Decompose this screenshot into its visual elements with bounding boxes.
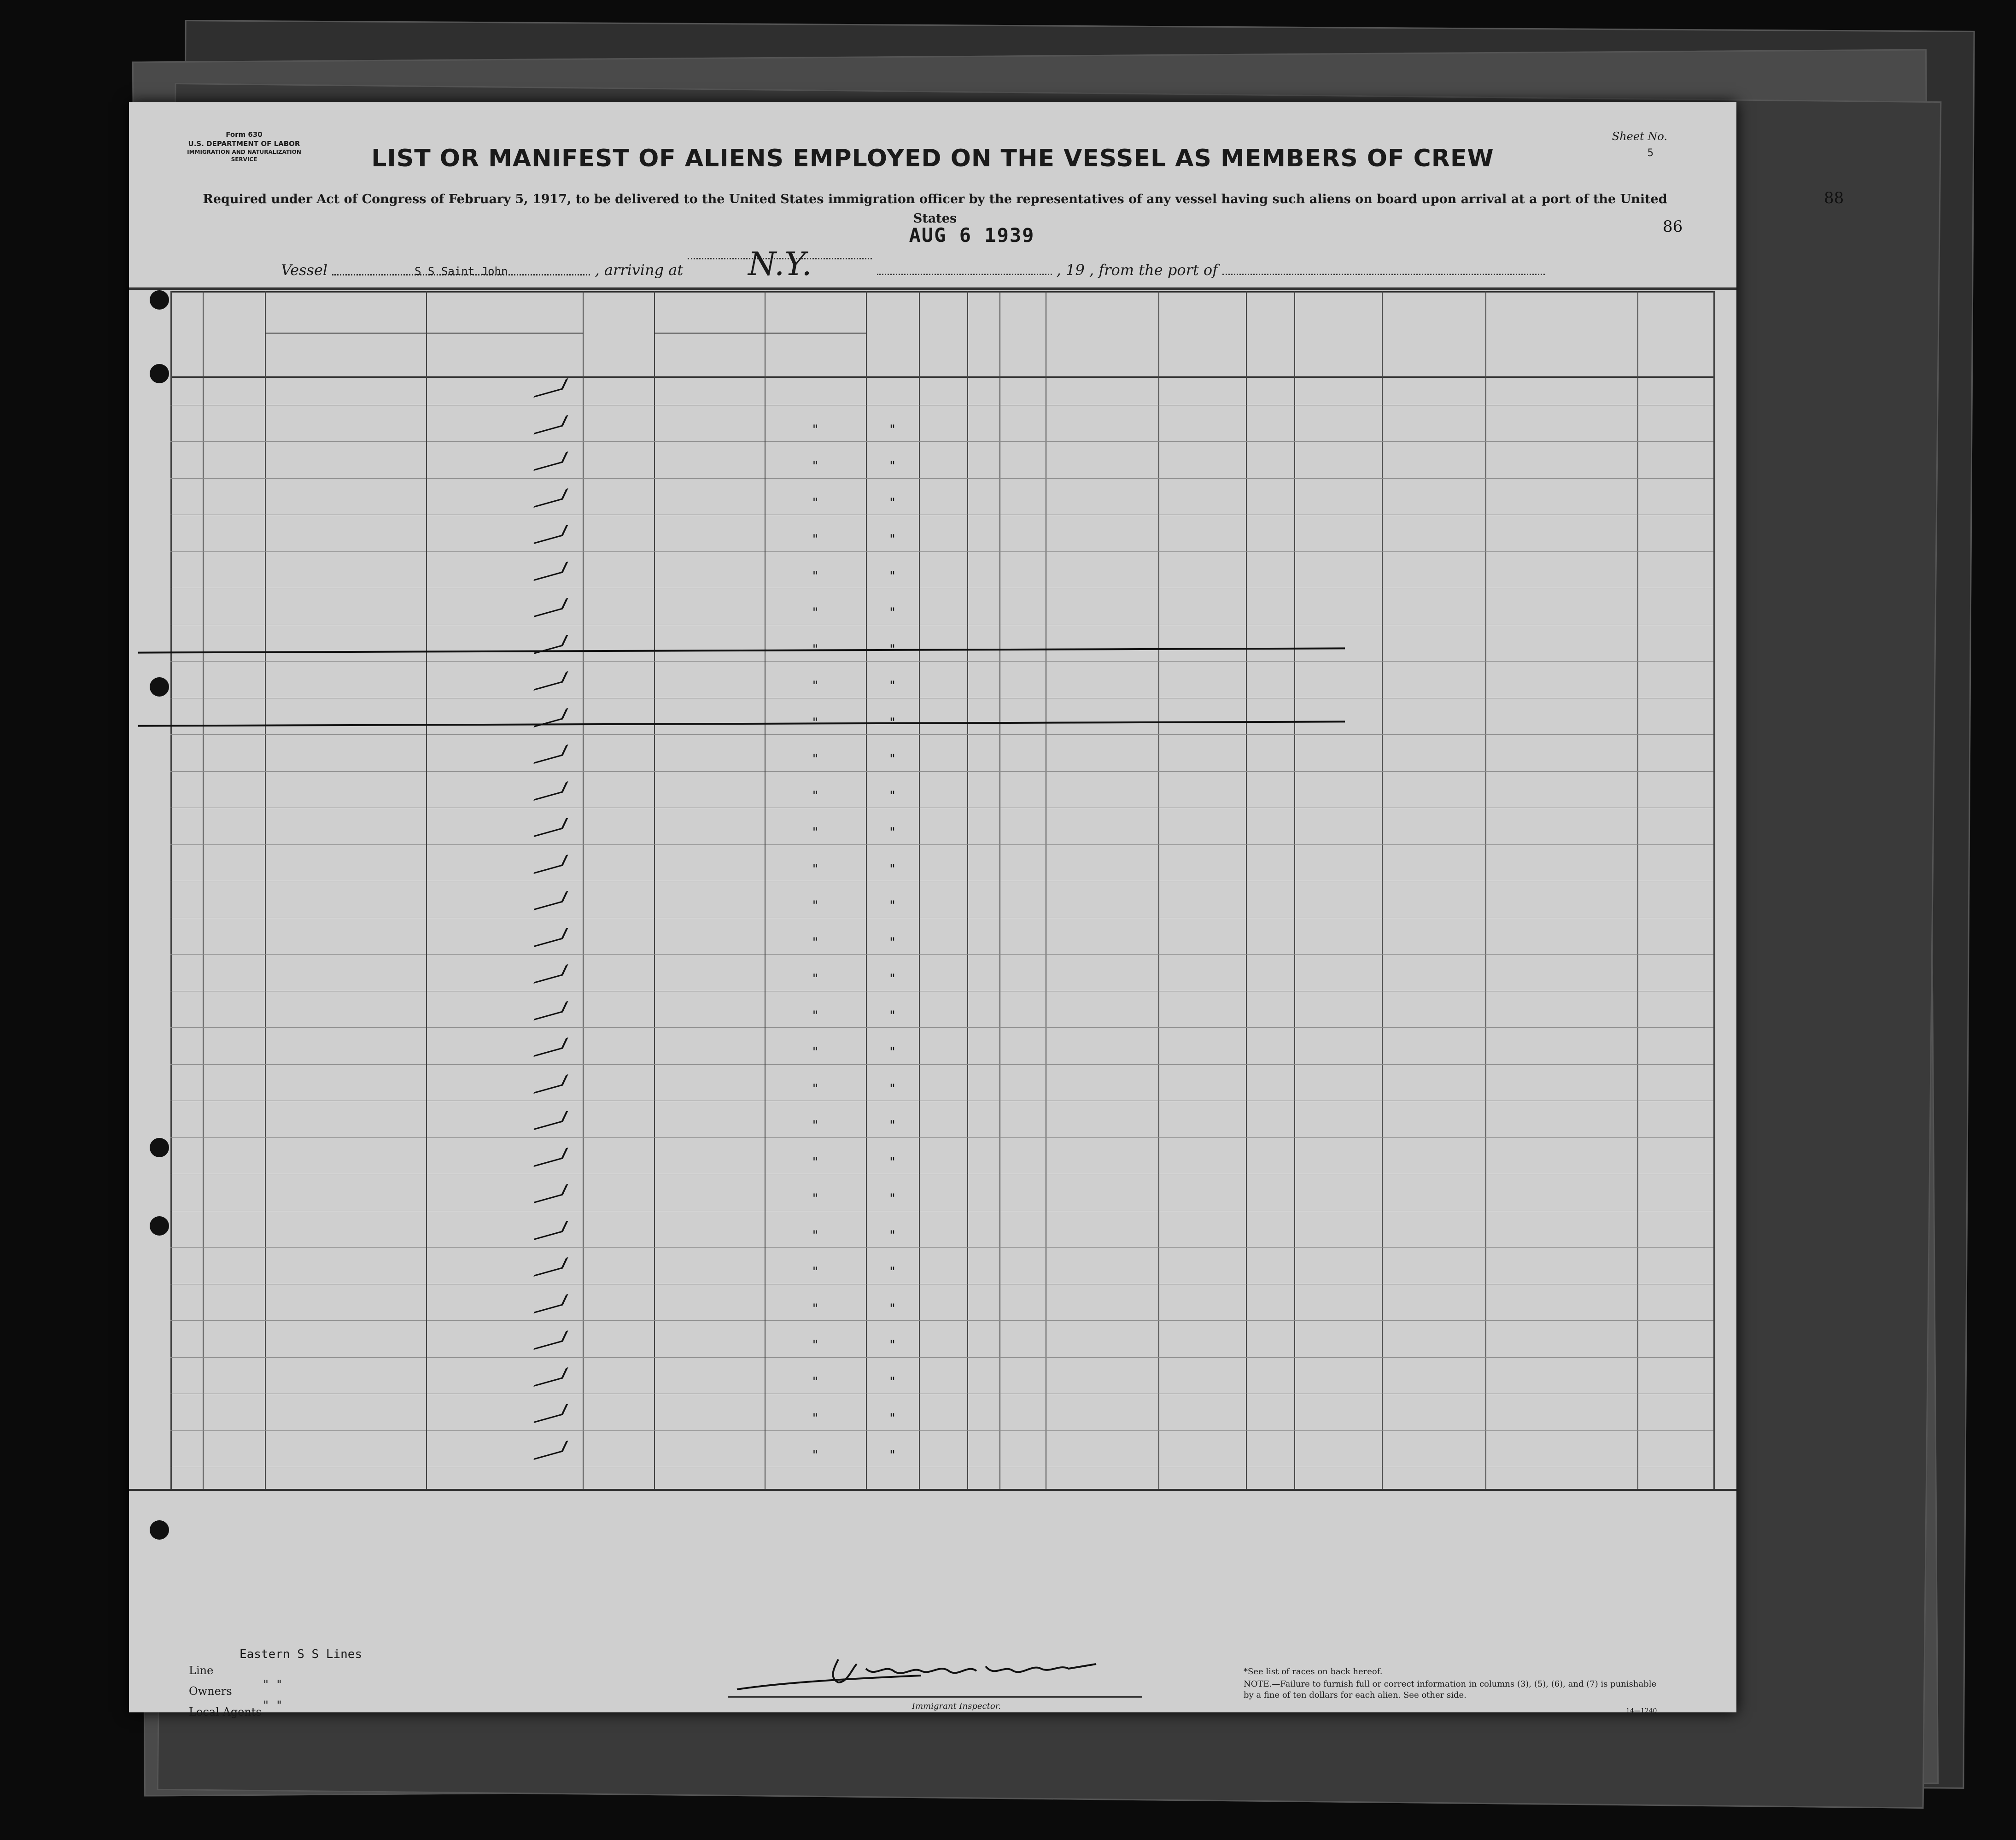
penalty-note: NOTE.—Failure to furnish full or correct information in columns (3), (5), (6), and (7) is punishable by a fine of ten dollars for each alien. See other side. xyxy=(1244,1679,1657,1700)
check-mark xyxy=(533,1330,568,1350)
punch-hole xyxy=(150,290,169,310)
check-mark xyxy=(533,964,568,984)
check-mark xyxy=(533,927,568,947)
row-rule xyxy=(170,478,1713,479)
cell-shipped-when: " xyxy=(811,1118,819,1132)
punch-hole xyxy=(150,364,169,383)
column-divider xyxy=(919,291,920,1489)
cell-shipped-where: " xyxy=(888,861,896,876)
line-field xyxy=(189,1664,213,1677)
cell-shipped-when: " xyxy=(811,1045,819,1059)
column-divider xyxy=(1713,291,1715,1489)
column-divider xyxy=(203,291,204,1489)
cell-shipped-when: " xyxy=(811,752,819,766)
local-agents-value: " " xyxy=(263,1699,283,1711)
cell-shipped-where: " xyxy=(888,568,896,583)
check-mark xyxy=(533,1294,568,1313)
from-port-label: , from the port of xyxy=(1089,261,1218,279)
check-mark xyxy=(533,1404,568,1423)
cell-shipped-where: " xyxy=(888,935,896,949)
check-mark xyxy=(533,415,568,434)
column-divider xyxy=(1246,291,1247,1489)
cell-shipped-when: " xyxy=(811,1008,819,1023)
cell-shipped-where: " xyxy=(888,1154,896,1169)
cell-shipped-where: " xyxy=(888,459,896,473)
owners-label: Owners xyxy=(189,1685,232,1698)
cell-shipped-when: " xyxy=(811,861,819,876)
row-rule xyxy=(170,844,1713,845)
cell-shipped-where: " xyxy=(888,1447,896,1462)
cell-shipped-when: " xyxy=(811,898,819,913)
row-rule xyxy=(170,954,1713,955)
inspector-signature xyxy=(728,1650,1142,1696)
check-mark xyxy=(533,891,568,910)
cell-shipped-when: " xyxy=(811,1447,819,1462)
check-mark xyxy=(533,561,568,580)
row-rule xyxy=(170,441,1713,442)
strike-through-line xyxy=(138,721,1345,727)
check-mark xyxy=(533,744,568,764)
row-rule xyxy=(170,1430,1713,1431)
cell-shipped-where: " xyxy=(888,1228,896,1242)
cell-shipped-when: " xyxy=(811,1338,819,1352)
check-mark xyxy=(533,1257,568,1277)
cell-shipped-where: " xyxy=(888,1411,896,1425)
row-rule xyxy=(170,661,1713,662)
row-rule xyxy=(170,1027,1713,1028)
row-rule xyxy=(170,1064,1713,1065)
cell-shipped-where: " xyxy=(888,1374,896,1389)
inspector-label: Immigrant Inspector. xyxy=(912,1701,1001,1711)
page-title: LIST OR MANIFEST OF ALIENS EMPLOYED ON THE VESSEL AS MEMBERS OF CREW xyxy=(371,145,1494,172)
punch-hole xyxy=(150,1138,169,1157)
check-mark xyxy=(533,378,568,398)
cell-shipped-when: " xyxy=(811,532,819,546)
cell-shipped-when: " xyxy=(811,825,819,839)
table-top-border xyxy=(129,287,1736,290)
cell-shipped-where: " xyxy=(888,1301,896,1316)
cell-shipped-where: " xyxy=(888,422,896,437)
row-rule xyxy=(170,1137,1713,1138)
vessel-line xyxy=(281,224,1545,283)
check-mark xyxy=(533,854,568,873)
cell-shipped-where: " xyxy=(888,1008,896,1023)
sheet-number-label: Sheet No. xyxy=(1612,130,1667,143)
row-rule xyxy=(170,551,1713,552)
check-mark xyxy=(533,1184,568,1203)
column-divider xyxy=(265,291,266,1489)
check-mark xyxy=(533,1037,568,1057)
service-name: IMMIGRATION AND NATURALIZATION SERVICE xyxy=(187,149,301,163)
punch-hole xyxy=(150,1216,169,1236)
check-mark xyxy=(533,1074,568,1093)
sheet-number-value: 5 xyxy=(1647,147,1654,159)
check-mark xyxy=(533,818,568,837)
cell-shipped-when: " xyxy=(811,1265,819,1279)
year-label: , 19 xyxy=(1056,261,1085,279)
cell-shipped-where: " xyxy=(888,679,896,693)
line-value: Eastern S S Lines xyxy=(240,1647,362,1661)
check-mark xyxy=(533,1147,568,1166)
row-rule xyxy=(170,1357,1713,1358)
cell-shipped-when: " xyxy=(811,568,819,583)
table-top-border xyxy=(170,291,1713,293)
arrival-port: N.Y. xyxy=(748,245,812,283)
local-agents-label: Local Agents xyxy=(189,1705,262,1718)
column-divider xyxy=(1158,291,1159,1489)
cell-shipped-where: " xyxy=(888,788,896,803)
cell-shipped-when: " xyxy=(811,1411,819,1425)
row-rule xyxy=(170,734,1713,735)
cell-shipped-when: " xyxy=(811,935,819,949)
column-divider xyxy=(1637,291,1638,1489)
punch-hole xyxy=(150,1520,169,1540)
cell-shipped-when: " xyxy=(811,1154,819,1169)
cell-shipped-when: " xyxy=(811,1081,819,1096)
column-divider xyxy=(1485,291,1486,1489)
column-divider xyxy=(999,291,1000,1489)
header-bottom-border xyxy=(170,376,1713,378)
punch-hole xyxy=(150,677,169,697)
cell-shipped-where: " xyxy=(888,1045,896,1059)
row-rule xyxy=(170,1247,1713,1248)
cell-shipped-when: " xyxy=(811,1301,819,1316)
cell-shipped-when: " xyxy=(811,422,819,437)
check-mark xyxy=(533,1220,568,1240)
form-number: Form 630 xyxy=(226,130,263,139)
cell-shipped-where: " xyxy=(888,1118,896,1132)
check-mark xyxy=(533,671,568,691)
arriving-label: , arriving at xyxy=(595,261,684,279)
manifest-sheet xyxy=(129,102,1736,1718)
check-mark xyxy=(533,525,568,544)
column-divider xyxy=(170,291,172,1489)
cell-shipped-where: " xyxy=(888,495,896,510)
cell-shipped-where: " xyxy=(888,898,896,913)
check-mark xyxy=(533,781,568,800)
check-mark xyxy=(533,1111,568,1130)
check-mark xyxy=(533,451,568,471)
cell-shipped-where: " xyxy=(888,752,896,766)
cell-shipped-where: " xyxy=(888,1081,896,1096)
cell-shipped-when: " xyxy=(811,1374,819,1389)
strike-through-line xyxy=(138,647,1345,653)
column-divider xyxy=(1382,291,1383,1489)
cell-shipped-when: " xyxy=(811,1191,819,1206)
owners-value: " " xyxy=(263,1678,283,1691)
cell-shipped-where: " xyxy=(888,605,896,620)
row-rule xyxy=(170,771,1713,772)
cell-shipped-where: " xyxy=(888,825,896,839)
check-mark xyxy=(533,1001,568,1020)
cell-shipped-when: " xyxy=(811,605,819,620)
cell-shipped-where: " xyxy=(888,1338,896,1352)
print-code: 14—1240 xyxy=(1626,1707,1657,1715)
page-subtitle: Required under Act of Congress of February 5, 1917, to be delivered to the United States immigration officer by the representatives of any vessel having such aliens on board upon arrival at a port of the United States xyxy=(203,192,1667,226)
cell-shipped-when: " xyxy=(811,972,819,986)
check-mark xyxy=(533,1367,568,1386)
column-divider xyxy=(654,291,655,1489)
row-rule xyxy=(170,1320,1713,1321)
cell-shipped-where: " xyxy=(888,972,896,986)
cell-shipped-where: " xyxy=(888,532,896,546)
name-subheader-rule xyxy=(265,333,583,334)
cell-shipped-when: " xyxy=(811,679,819,693)
cell-shipped-when: " xyxy=(811,495,819,510)
cell-shipped-where: " xyxy=(888,1191,896,1206)
cell-shipped-where: " xyxy=(888,1265,896,1279)
vessel-name: S S Saint John xyxy=(415,265,508,278)
column-divider xyxy=(1294,291,1295,1489)
cell-shipped-when: " xyxy=(811,459,819,473)
races-note: *See list of races on back hereof. xyxy=(1244,1667,1383,1676)
column-divider xyxy=(967,291,968,1489)
family-given-divider xyxy=(426,333,427,1489)
cell-shipped-when: " xyxy=(811,788,819,803)
vessel-label: Vessel xyxy=(281,261,328,279)
column-divider xyxy=(583,291,584,1489)
line-label: Line xyxy=(189,1664,214,1677)
check-mark xyxy=(533,488,568,507)
check-mark xyxy=(533,1440,568,1459)
margin-sheet-number: 88 xyxy=(1824,189,1844,207)
table-bottom-border xyxy=(129,1489,1736,1491)
margin-sheet-number: 86 xyxy=(1663,217,1683,236)
shipped-subheader-rule xyxy=(654,333,866,334)
check-mark xyxy=(533,598,568,617)
cell-shipped-when: " xyxy=(811,1228,819,1242)
signature-line xyxy=(728,1696,1142,1698)
arrival-date-stamp: AUG 6 1939 xyxy=(909,224,1035,246)
department-name: U.S. DEPARTMENT OF LABOR xyxy=(188,140,300,148)
